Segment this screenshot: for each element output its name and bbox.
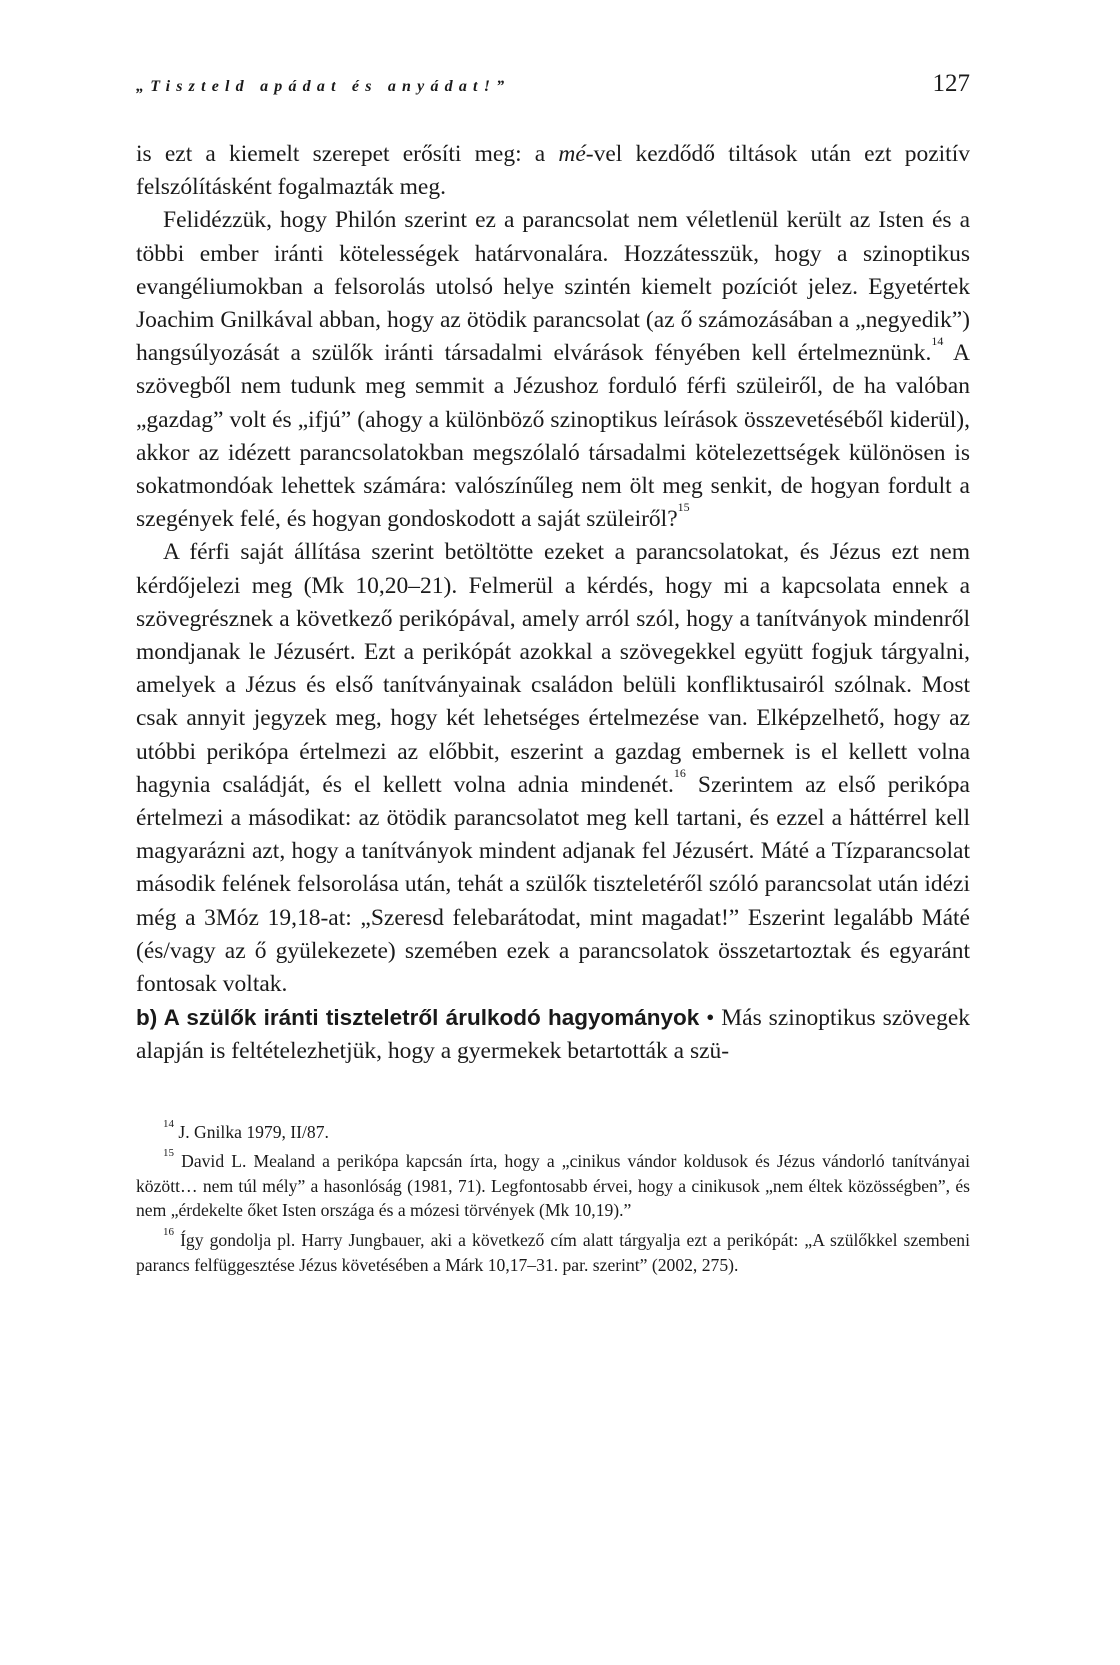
footnote-text-14: J. Gnilka 1979, II/87. <box>174 1121 329 1142</box>
paragraph-2 <box>136 204 970 536</box>
running-title: „Tiszteld apádat és anyádat!” <box>136 78 511 95</box>
paragraph-1 <box>136 138 970 204</box>
footnote-mark-16: 16 <box>163 1226 174 1239</box>
book-page <box>136 70 970 1282</box>
footnote-ref-14[interactable]: 14 <box>931 334 944 349</box>
footnote-14 <box>136 1117 970 1145</box>
footnote-mark-15: 15 <box>163 1147 174 1160</box>
paragraph-3-text-b: Szerintem az első perikópa értelmezi a másodikat: az ötödik parancsolatot meg kell tartani, és ezzel a háttérrel kell magyarázni azt, hogy a tanítványok mindent adjanak fel Jézusért. Máté a Tízparancsolat második felének felsorolása után, tehát a szülők tiszteletéről szóló parancsolat után idézi még a 3Móz 19,18-at: „Szeresd felebarátodat, mint magadat!” Eszerint legalább Máté (és/vagy az ő gyülekezete) szemében ezek a parancsolatok összetartoztak és egyaránt fontosak voltak. <box>136 771 970 998</box>
page-number: 127 <box>932 70 970 97</box>
section-heading: b) A szülők iránti tiszteletről árulkodó hagyományok <box>136 1005 700 1031</box>
footnote-ref-16[interactable]: 16 <box>673 765 686 780</box>
paragraph-2-text-b: A szövegből nem tudunk meg semmit a Jézushoz forduló férfi szüleiről, de ha valóban „gazdag” volt és „ifjú” (ahogy a különböző szinoptikus leírások összevetéséből kiderül), akkor az idézett parancsolatokban megszólaló társadalmi kötelezettségek különösen is sokatmondóak lehettek számára: valószínűleg nem ölt meg senkit, de hogyan fordult a szegények felé, és hogyan gondoskodott a saját szüleiről? <box>136 340 970 533</box>
main-text <box>136 138 970 1069</box>
paragraph-1-text-a: is ezt a kiemelt szerepet erősíti meg: a <box>136 141 559 167</box>
running-header <box>136 70 970 110</box>
paragraph-2-text-a: Felidézzük, hogy Philón szerint ez a parancsolat nem véletlenül került az Isten és a többi ember iránti kötelességek határvonalára. Hozzátesszük, hogy a szinoptikus evangéliumokban a felsorolás utolsó helye szintén kiemelt pozíciót jelez. Egyetértek Joachim Gnilkával abban, hogy az ötödik parancsolat (az ő számozásában a „negyedik”) hangsúlyozását a szülők iránti társadalmi elvárások fényében kell értelmeznünk. <box>136 207 970 367</box>
paragraph-1-text-b: -vel kezdődő tiltások után ezt pozitív felszólításként fogalmazták meg. <box>136 141 970 201</box>
footnotes <box>136 1117 970 1278</box>
footnote-ref-15[interactable]: 15 <box>677 500 690 515</box>
paragraph-3-text-a: A férfi saját állítása szerint betöltötte ezeket a parancsolatokat, és Jézus ezt nem kérdőjelezi meg (Mk 10,20–21). Felmerül a kérdés, hogy mi a kapcsolata ennek a szövegrésznek a következő perikópával, amely arról szól, hogy a tanítványok mindenről mondjanak le Jézusért. Ezt a perikópát azokkal a szövegekkel együtt fogjuk tárgyalni, amelyek a Jézus és első tanítványainak családon belüli konfliktusairól szólnak. Most csak annyit jegyzek meg, hogy két lehetséges értelmezése van. Elképzelhető, hogy az utóbbi perikópa értelmezi az előbbit, eszerint a gazdag embernek is el kellett volna hagynia családját, és el kellett volna adnia mindenét. <box>136 539 970 798</box>
footnote-16 <box>136 1228 970 1277</box>
section-text: Más szinoptikus szövegek alapján is feltételezhetjük, hogy a gyermekek betartották a szü- <box>136 1005 971 1065</box>
paragraph-3 <box>136 536 970 1001</box>
section-bullet: • <box>699 1005 722 1032</box>
section-b <box>136 1001 970 1068</box>
footnote-mark-14: 14 <box>163 1117 174 1130</box>
footnote-text-15: David L. Mealand a perikópa kapcsán írta, hogy a „cinikus vándor koldusok és Jézus vándorló tanítványai között… nem túl mély” a hasonlóság (1981, 71). Legfontosabb érvei, hogy a cinikusok „nem éltek közösségben”, és nem „érdekelte őket Isten országa és a mózesi törvények (Mk 10,19).” <box>136 1151 970 1221</box>
emphasis-me: mé <box>558 141 586 167</box>
footnote-15 <box>136 1149 970 1223</box>
footnote-text-16: Így gondolja pl. Harry Jungbauer, aki a következő cím alatt tárgyalja ezt a perikópát: „A szülőkkel szembeni parancs felfüggesztése Jézus követésében a Márk 10,17–31. par. szerint” (2002, 275). <box>136 1230 970 1275</box>
